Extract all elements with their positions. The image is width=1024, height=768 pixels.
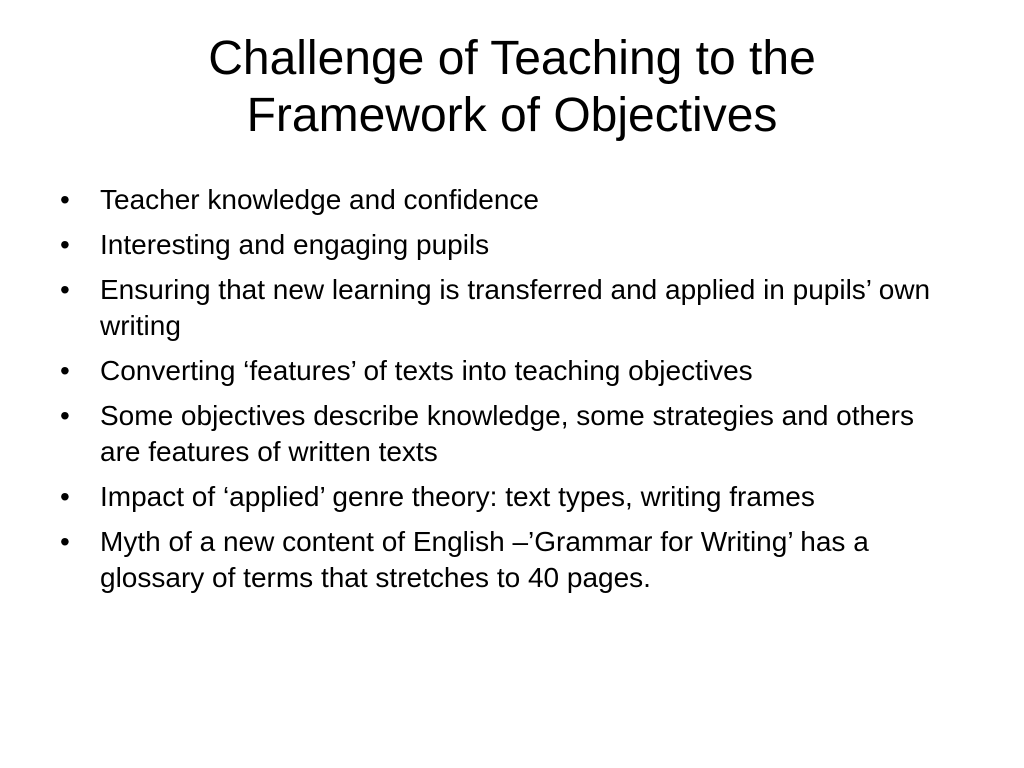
bullet-text: Interesting and engaging pupils	[100, 229, 490, 260]
bullet-text: Converting ‘features’ of texts into teaching objectives	[100, 355, 753, 386]
bullet-item	[56, 479, 956, 515]
bullet-icon: •	[60, 481, 70, 512]
bullet-item	[56, 182, 956, 218]
bullet-item	[56, 272, 956, 344]
bullet-text: Myth of a new content of English –’Grammar for Writing’ has a glossary of terms that stretches to 40 pages.	[100, 526, 869, 593]
bullet-text: Teacher knowledge and confidence	[100, 184, 539, 215]
bullet-icon: •	[60, 526, 70, 557]
bullet-item	[56, 524, 956, 596]
bullet-icon: •	[60, 400, 70, 431]
slide-title	[60, 30, 964, 144]
bullet-icon: •	[60, 274, 70, 305]
bullet-list	[56, 182, 956, 605]
bullet-text: Ensuring that new learning is transferred and applied in pupils’ own writing	[100, 274, 931, 341]
bullet-item	[56, 398, 956, 470]
bullet-icon: •	[60, 184, 70, 215]
bullet-icon: •	[60, 229, 70, 260]
bullet-item	[56, 227, 956, 263]
bullet-text: Some objectives describe knowledge, some strategies and others are features of written texts	[100, 400, 914, 467]
bullet-text: Impact of ‘applied’ genre theory: text types, writing frames	[100, 481, 815, 512]
bullet-item	[56, 353, 956, 389]
bullet-icon: •	[60, 355, 70, 386]
slide-title-line-2: Framework of Objectives	[246, 89, 778, 142]
slide-title-line-1: Challenge of Teaching to the	[208, 32, 816, 85]
